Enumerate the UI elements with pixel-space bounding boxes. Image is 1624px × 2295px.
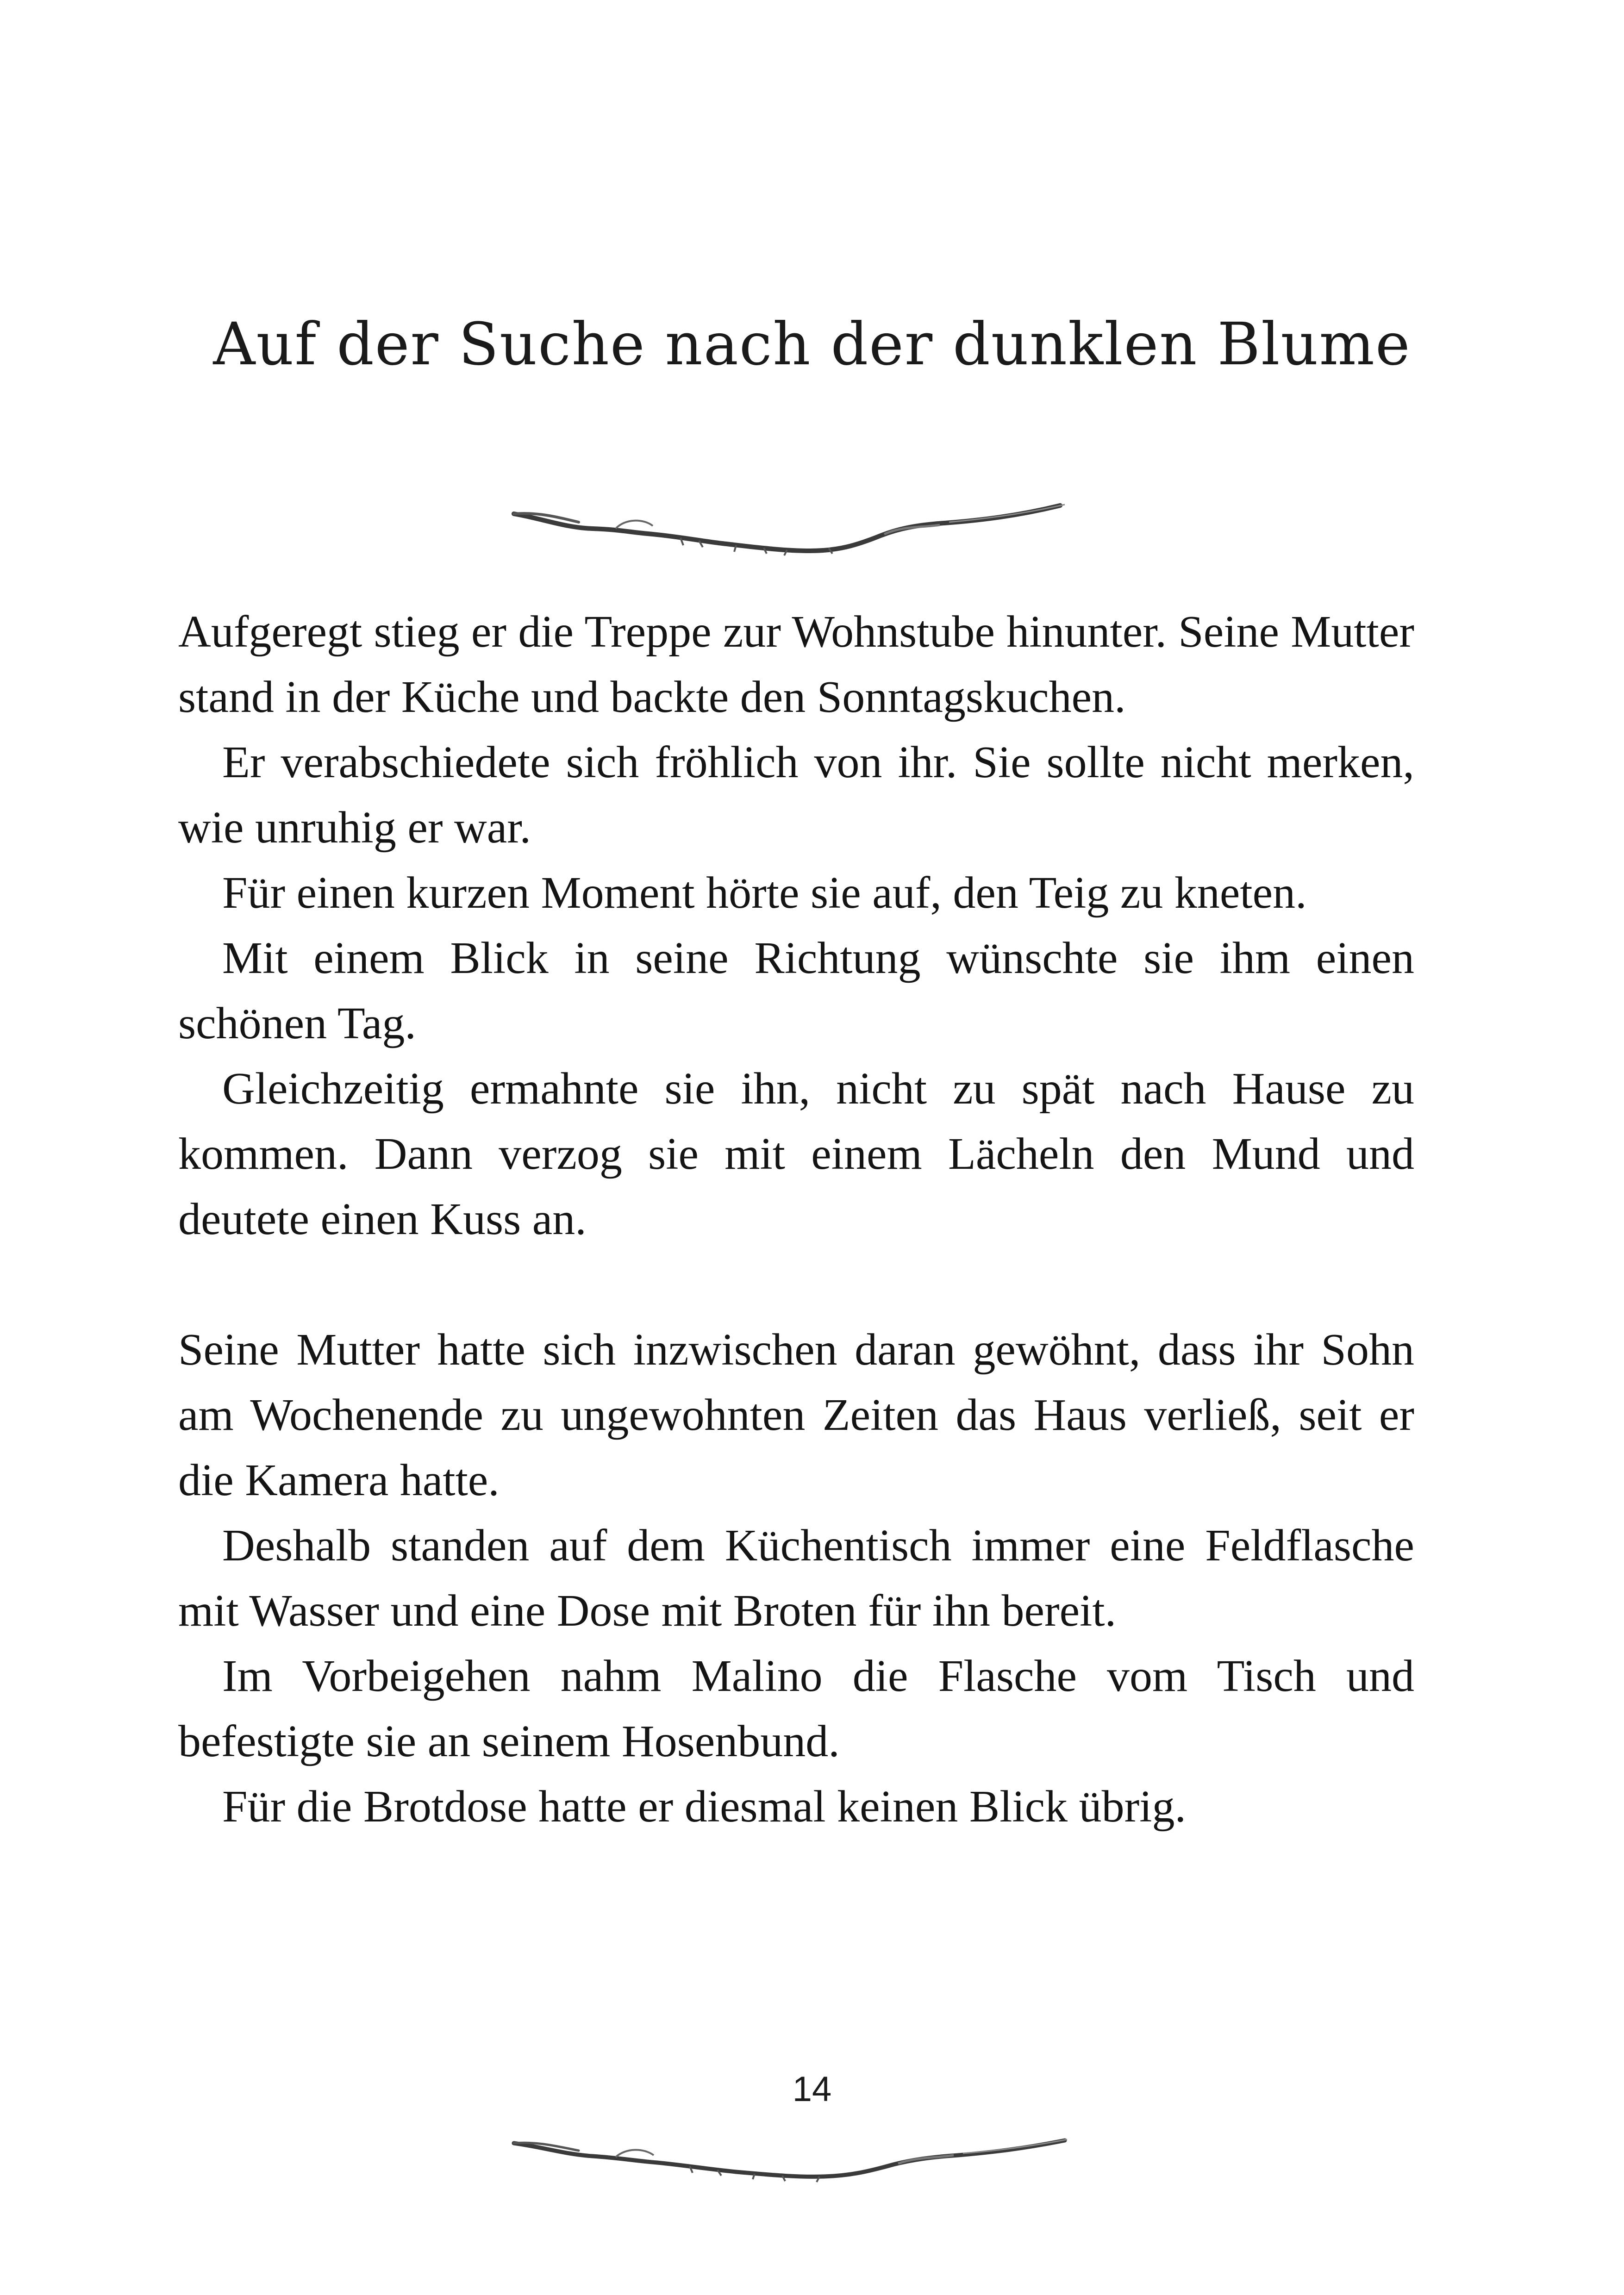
twig-divider-icon (505, 2120, 1083, 2203)
body-text (178, 599, 1414, 1840)
paragraph: Seine Mutter hatte sich inzwischen daran gewöhnt, dass ihr Sohn am Wochenende zu ungewohnten Zeiten das Haus verließ, seit er die Kamera hatte. (178, 1325, 1414, 1505)
paragraph: Mit einem Blick in seine Richtung wünschte sie ihm einen schönen Tag. (178, 933, 1414, 1048)
paragraph: Im Vorbeigehen nahm Malino die Flasche vom Tisch und befestigte sie an seinem Hosenbund. (178, 1651, 1414, 1766)
paragraph: Deshalb standen auf dem Küchentisch immer eine Feldflasche mit Wasser und eine Dose mit Broten für ihn bereit. (178, 1521, 1414, 1636)
paragraph: Für die Brotdose hatte er diesmal keinen Blick übrig. (222, 1782, 1187, 1832)
page-number: 14 (792, 2070, 832, 2109)
paragraph: Für einen kurzen Moment hörte sie auf, den Teig zu kneten. (222, 868, 1307, 918)
paragraph: Er verabschiedete sich fröhlich von ihr. Sie sollte nicht merken, wie unruhig er war. (178, 737, 1414, 853)
chapter-title: Auf der Suche nach der dunklen Blume (213, 310, 1411, 378)
paragraph: Aufgeregt stieg er die Treppe zur Wohnstube hinunter. Seine Mutter stand in der Küche und backte den Sonntagskuchen. (178, 607, 1414, 722)
twig-divider-icon (505, 486, 1083, 579)
paragraph: Gleichzeitig ermahnte sie ihn, nicht zu spät nach Hause zu kommen. Dann verzog sie mit einem Lächeln den Mund und deutete einen Kuss an. (178, 1064, 1414, 1244)
